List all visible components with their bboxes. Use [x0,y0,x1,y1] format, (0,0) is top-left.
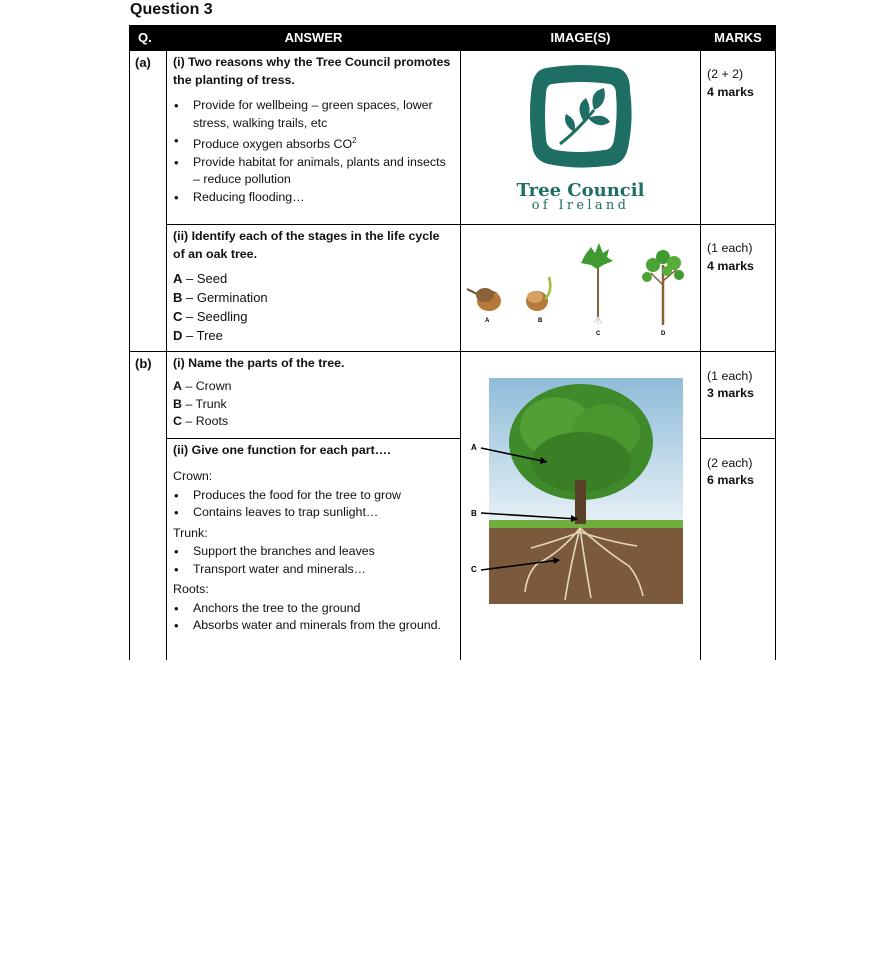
image-cell-logo [461,51,701,225]
header-q: Q. [130,26,167,51]
list-item: • Provide habitat for animals, plants and insects – reduce pollution [193,154,454,189]
tree-council-logo-icon [526,60,636,172]
diagram-label-a: A [471,442,477,452]
marks-detail: (1 each) [707,241,753,255]
answer-table [129,25,776,660]
list-item: B – Trunk [173,396,227,411]
q-label-b: (b) [130,351,167,660]
answer-bullets [173,97,454,206]
stage-label-d: D [661,331,666,337]
list-item: • Produce oxygen absorbs $CO^2$ [193,132,454,154]
header-answer: ANSWER [167,26,461,51]
list-item: C – Roots [173,414,229,428]
marks-detail: (2 each) [707,455,753,470]
roots-label: Roots: [173,582,209,596]
diagram-label-b: B [471,508,477,518]
tree-parts-diagram [461,352,699,652]
list-item: • Contains leaves to trap sunlight… [193,504,454,522]
image-cell-life-cycle [461,225,701,352]
stage-label-c: C [596,331,601,337]
answer-cell-a-ii [167,225,461,352]
tree-council-logo [467,54,694,215]
table-row [130,225,776,352]
answer-cell-a-i [167,51,461,225]
list-item: D – Tree [173,328,223,343]
seedling-icon [581,243,613,325]
roots-function-list [173,600,454,635]
question-heading: (i) Two reasons why the Tree Council promotes the planting of tress. [173,55,451,87]
table-row [130,51,776,225]
header-images: IMAGE(S) [461,26,701,51]
table-row [130,351,776,438]
list-item: C – Seedling [173,309,248,324]
trunk-label: Trunk: [173,525,208,540]
list-item: • Anchors the tree to the ground [193,600,454,618]
logo-subtitle: of Ireland [531,198,630,213]
list-item: • Support the branches and leaves [193,543,454,561]
acorn-icon [467,288,501,311]
q-label-a: (a) [130,51,167,352]
header-marks: MARKS [701,26,776,51]
marks-detail: (1 each) [707,368,753,383]
marks-detail: (2 + 2) [707,67,744,81]
list-item: • Produces the food for the tree to grow [193,487,454,505]
diagram-label-c: C [471,564,477,574]
list-item: • Absorbs water and minerals from the ground. [193,617,454,635]
crown-function-list [173,487,454,522]
question-heading: (i) Name the parts of the tree. [173,355,345,370]
marks-total: 4 marks [707,258,754,273]
stage-label-b: B [538,318,543,324]
marks-total: 4 marks [707,84,754,99]
young-tree-icon [642,250,684,325]
tree-trunk-icon [575,480,586,524]
trunk-function-list [173,543,454,578]
table-header-row [130,26,776,51]
crown-label: Crown: [173,469,213,483]
answer-cell-b-i [167,351,461,438]
marks-cell-b-i [701,351,776,438]
list-item: • Transport water and minerals… [193,561,454,579]
list-item: • Provide for wellbeing – green spaces, lower stress, walking trails, etc [193,97,454,132]
marks-cell-a-ii [701,225,776,352]
logo-name: Tree Council [516,179,645,201]
question-heading: (ii) Identify each of the stages in the life cycle of an oak tree. [173,229,440,261]
marks-cell-b-ii [701,438,776,660]
marks-cell-a-i [701,51,776,225]
question-heading: (ii) Give one function for each part…. [173,442,391,457]
list-item: A – Seed [173,271,228,286]
oak-life-cycle-illustration [461,225,699,345]
list-item: B – Germination [173,290,268,305]
marks-total: 3 marks [707,386,754,400]
answer-cell-b-ii [167,438,461,660]
list-item: A – Crown [173,379,232,393]
image-cell-tree-diagram [461,351,701,660]
stage-label-a: A [485,318,490,324]
co2-superscript: 2 [352,136,357,145]
question-title: Question 3 [130,1,213,18]
germinating-acorn-icon [526,277,550,311]
marks-total: 6 marks [707,473,754,487]
list-item: • Reducing flooding… [193,189,454,207]
